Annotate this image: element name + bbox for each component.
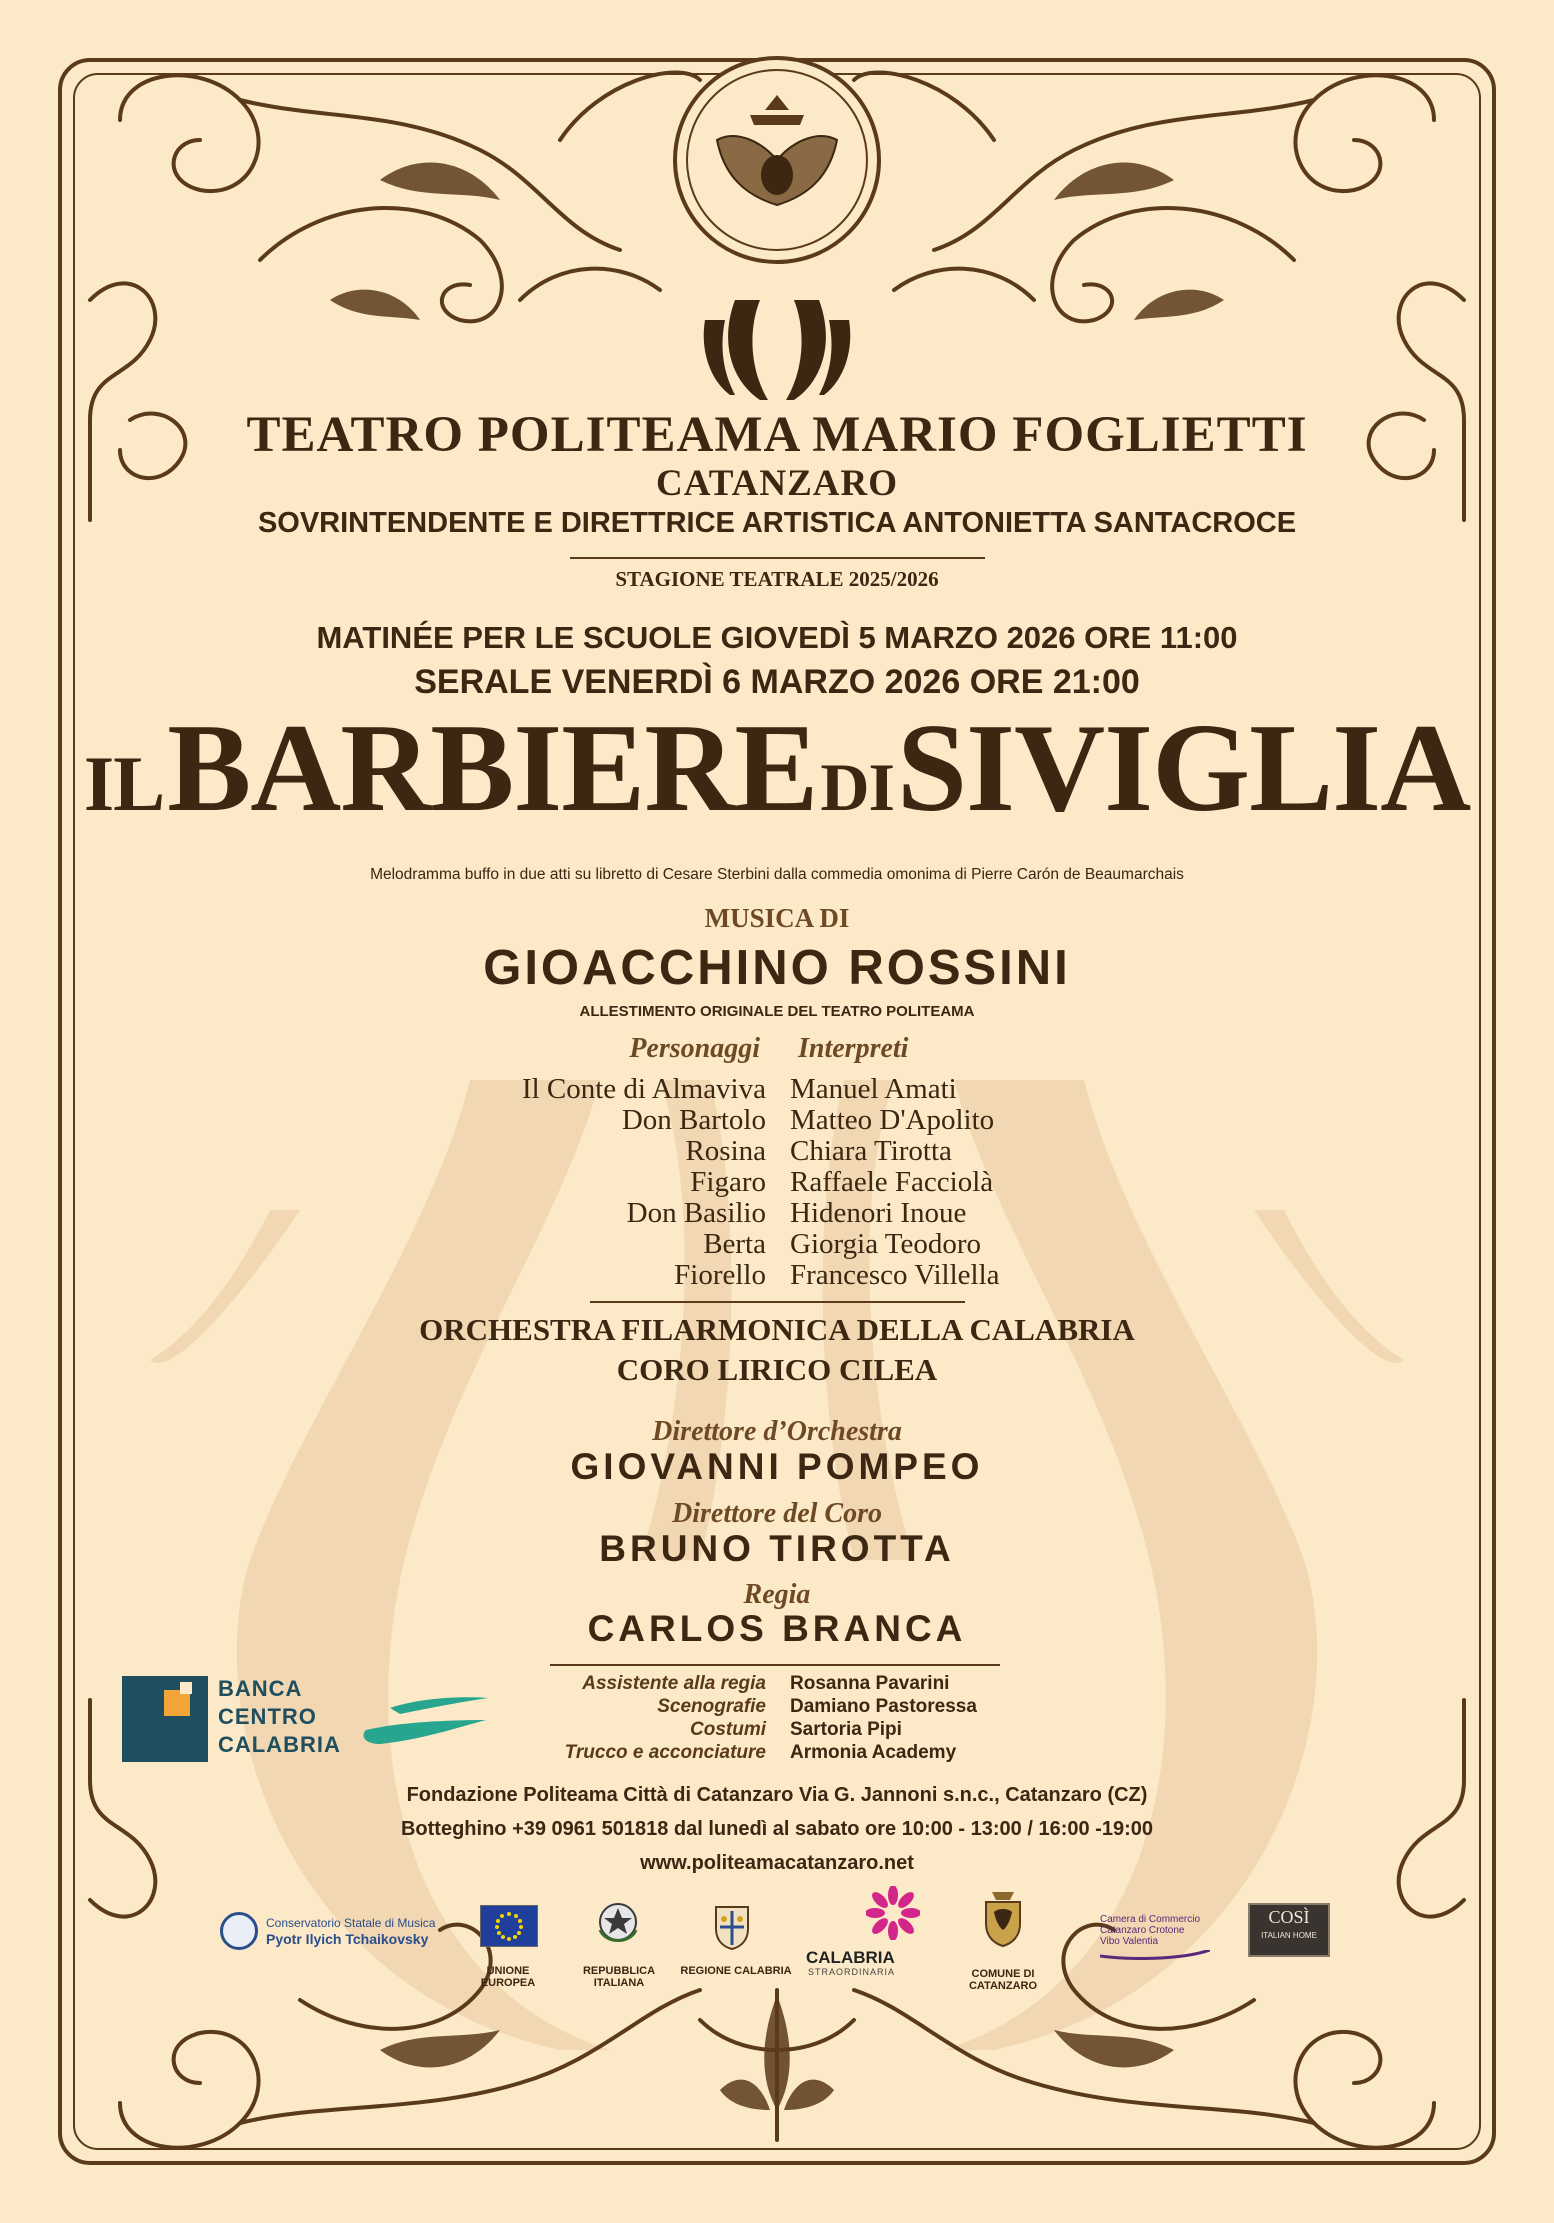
theatre-name: TEATRO POLITEAMA MARIO FOGLIETTI — [246, 407, 1308, 463]
chamber-line2: Catanzaro Crotone — [1100, 1925, 1185, 1936]
conservatorio-seal-icon — [220, 1912, 258, 1950]
crest-medallion — [675, 58, 879, 262]
banca-line1: BANCA — [218, 1676, 303, 1701]
crew-role: Trucco e acconciature — [564, 1742, 766, 1763]
eu-caption: UNIONE EUROPEA — [480, 1965, 536, 1989]
foundation-address: Fondazione Politeama Città di Catanzaro Via G. Jannoni s.n.c., Catanzaro (CZ) — [406, 1784, 1148, 1806]
cast-performer: Giorgia Teodoro — [790, 1228, 982, 1260]
cast-performer: Manuel Amati — [790, 1073, 957, 1105]
conductor-label: Direttore d’Orchestra — [652, 1416, 902, 1447]
cast-role: Figaro — [690, 1166, 766, 1198]
title-di: DI — [820, 749, 894, 825]
calabria-wordmark: CALABRIA — [806, 1948, 895, 1967]
theatre-city: CATANZARO — [656, 463, 898, 504]
director-name: CARLOS BRANCA — [587, 1608, 967, 1649]
banca-logo-square — [122, 1676, 208, 1762]
director-label: Regia — [743, 1579, 811, 1610]
roles-header: Personaggi — [629, 1033, 760, 1064]
city-caption: COMUNE DI CATANZARO — [968, 1968, 1038, 1992]
italy-caption: REPUBBLICA ITALIANA — [582, 1965, 656, 1989]
website-link[interactable]: www.politeamacatanzaro.net — [640, 1852, 914, 1874]
theatre-emblem — [704, 300, 851, 400]
regione-calabria-shield-icon — [712, 1903, 752, 1951]
orchestra-name: ORCHESTRA FILARMONICA DELLA CALABRIA — [419, 1312, 1135, 1347]
cosi-tagline: ITALIAN HOME — [1261, 1931, 1317, 1940]
comune-catanzaro-crest-icon — [980, 1888, 1026, 1948]
cast-performer: Francesco Villella — [790, 1259, 1000, 1291]
choir-name: CORO LIRICO CILEA — [616, 1352, 938, 1387]
eu-flag-icon — [480, 1905, 538, 1947]
composer-name: GIOACCHINO ROSSINI — [483, 941, 1071, 995]
box-office-info: Botteghino +39 0961 501818 dal lunedì al sabato ore 10:00 - 13:00 / 16:00 -19:00 — [400, 1818, 1153, 1840]
conductor-name: GIOVANNI POMPEO — [570, 1446, 984, 1487]
cast-performer: Matteo D'Apolito — [790, 1104, 995, 1136]
cosi-wordmark: COSÌ — [1268, 1907, 1310, 1927]
cast-role: Rosina — [685, 1135, 766, 1167]
crew-role: Scenografie — [657, 1696, 766, 1717]
conservatorio-line1: Conservatorio Statale di Musica — [266, 1916, 436, 1930]
season-label: STAGIONE TEATRALE 2025/2026 — [615, 567, 939, 591]
title-siviglia: SIVIGLIA — [896, 699, 1471, 838]
title-il: IL — [83, 740, 165, 827]
cast-role: Berta — [703, 1228, 766, 1260]
italian-republic-emblem-icon — [596, 1900, 640, 1950]
crew-name: Damiano Pastoressa — [790, 1696, 977, 1717]
cast-role: Fiorello — [674, 1259, 766, 1291]
cast-role: Il Conte di Almaviva — [521, 1073, 766, 1105]
cast-role: Don Bartolo — [621, 1104, 766, 1136]
evening-date: SERALE VENERDÌ 6 MARZO 2026 ORE 21:00 — [414, 663, 1140, 701]
crew-role: Assistente alla regia — [582, 1673, 766, 1694]
performers-header: Interpreti — [798, 1033, 909, 1064]
matinee-date: MATINÉE PER LE SCUOLE GIOVEDÌ 5 MARZO 2026 ORE 11:00 — [316, 620, 1238, 655]
conservatorio-logo — [220, 1910, 460, 1960]
calabria-flower-icon — [866, 1886, 920, 1940]
crew-role: Costumi — [690, 1719, 766, 1740]
cast-performer: Chiara Tirotta — [790, 1135, 952, 1167]
crew-name: Rosanna Pavarini — [790, 1673, 950, 1694]
crew-name: Sartoria Pipi — [790, 1719, 902, 1740]
region-caption: REGIONE CALABRIA — [680, 1965, 792, 1977]
cast-performer: Hidenori Inoue — [790, 1197, 967, 1229]
conservatorio-line2: Pyotr Ilyich Tchaikovsky — [266, 1931, 429, 1947]
staging-note: ALLESTIMENTO ORIGINALE DEL TEATRO POLITEAMA — [579, 1003, 975, 1020]
chamber-of-commerce-logo — [1100, 1914, 1210, 1960]
teal-swoosh-logo — [360, 1688, 490, 1748]
banca-line2: CENTRO — [218, 1704, 317, 1729]
calabria-tagline: STRAORDINARIA — [808, 1967, 896, 1977]
opera-subtitle: Melodramma buffo in due atti su libretto di Cesare Sterbini dalla commedia omonima di Pierre Carón de Beaumarchais — [370, 866, 1184, 883]
artistic-direction: SOVRINTENDENTE E DIRETTRICE ARTISTICA ANTONIETTA SANTACROCE — [257, 507, 1297, 539]
banca-line3: CALABRIA — [218, 1732, 341, 1757]
opera-title — [0, 699, 1554, 838]
choir-director-name: BRUNO TIROTTA — [599, 1528, 955, 1569]
title-barbiere: BARBIERE — [167, 699, 818, 838]
crew-name: Armonia Academy — [790, 1742, 957, 1763]
cast-role: Don Basilio — [626, 1197, 766, 1229]
cosi-italian-home-logo — [1248, 1903, 1330, 1957]
music-label: MUSICA DI — [704, 903, 850, 933]
choir-director-label: Direttore del Coro — [672, 1498, 882, 1529]
cast-performer: Raffaele Facciolà — [790, 1166, 994, 1198]
chamber-line3: Vibo Valentia — [1100, 1936, 1159, 1947]
chamber-line1: Camera di Commercio — [1100, 1914, 1201, 1925]
